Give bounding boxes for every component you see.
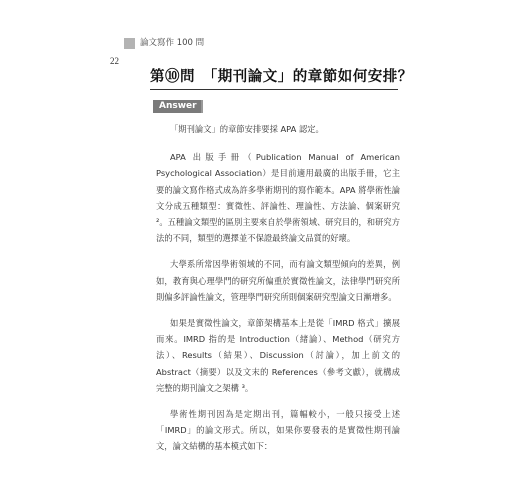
chapter-heading: 第⑩問 「期刊論文」的章節如何安排？ xyxy=(150,68,413,85)
answer-badge-accent xyxy=(201,100,203,113)
paragraph: APA 出版手冊（Publication Manual of American Psychological Association）是目前適用最廣的出版手冊，它主要的論文寫作格式成為許多學術期刊的寫作範本。APA 將學術性論文分成五種類型：實徵性、評論性、理論性、方法論、個案研究 ²。五種論文類型的區別主要來自於學術領域、研究目的，和研究方法的不同，類型的選擇並不保證最終論文品質的好壞。 xyxy=(156,152,400,244)
answer-badge: Answer xyxy=(153,100,203,113)
header-marker xyxy=(124,38,135,49)
body-text xyxy=(156,121,400,465)
paragraph: 如果是實徵性論文，章節架構基本上是從「IMRD 格式」擴展而來。IMRD 指的是 Introduction（緒論）、Method（研究方法）、Results（結果）、Discussion（討論），加上前文的 Abstract（摘要）以及文末的 References（參考文獻），就構成完整的期刊論文之架構 ³。 xyxy=(156,318,400,393)
running-title: 論文寫作 100 問 xyxy=(140,38,205,48)
page-number: 22 xyxy=(110,56,119,66)
paragraph: 大學系所常因學術領域的不同，而有論文類型傾向的差異，例如，教育與心理學門的研究所偏重於實徵性論文，法律學門研究所則偏多評論性論文，管理學門研究所則個案研究型論文日漸增多。 xyxy=(156,259,400,302)
heading-divider xyxy=(150,89,398,90)
paragraph: 學術性期刊因為是定期出刊，篇幅較小，一般只接受上述「IMRD」的論文形式。所以，如果你要發表的是實徵性期刊論文，論文結構的基本模式如下： xyxy=(156,409,400,452)
paragraph: 「期刊論文」的章節安排要採 APA 認定。 xyxy=(170,124,324,134)
